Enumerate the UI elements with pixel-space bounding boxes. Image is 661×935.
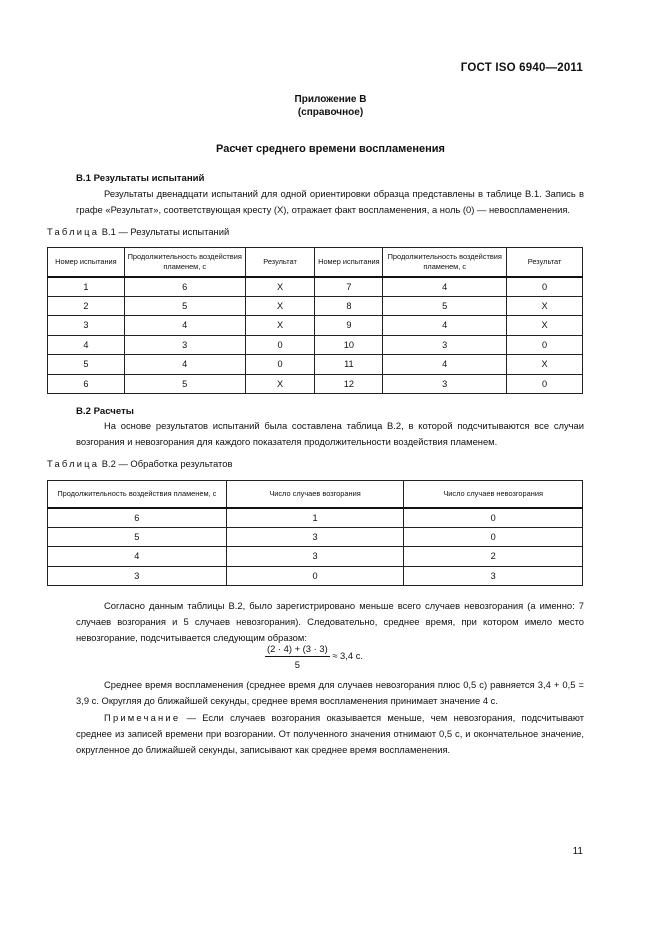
table-1-cell: 1 [48, 277, 125, 297]
section-1-paragraph [76, 186, 584, 218]
section-2-text: На основе результатов испытаний была составлена таблица В.2, в которой подсчитываются все случаи возгорания и невозгорания для каждого показателя продолжительности воздействия пламенем. [76, 420, 584, 447]
table-1-cell: 3 [383, 335, 507, 355]
table-2-cell: 3 [48, 566, 227, 586]
table-2-cell: 2 [404, 547, 583, 567]
annex-heading [0, 93, 661, 119]
table-1-cell: X [507, 296, 583, 316]
table-1-cell: X [245, 374, 315, 394]
table-1-row [48, 277, 583, 297]
table-2-caption-prefix: Таблица [47, 458, 100, 469]
table-1-cell: 5 [124, 374, 245, 394]
section-2-paragraph [76, 418, 584, 450]
section-1-heading: В.1 Результаты испытаний [76, 173, 205, 184]
table-1-header: Продолжительность воздействия пламенем, с [124, 248, 245, 277]
paragraph-4-text: Среднее время воспламенения (среднее время для случаев невозгорания плюс 0,5 с) равняется 3,4 + 0,5 = 3,9 с. Округляя до ближайшей секунды, среднее время воспламенения принимает значение 4 с. [76, 679, 584, 706]
formula-fraction [265, 643, 330, 670]
table-1-row [48, 374, 583, 394]
table-1-cell: 6 [124, 277, 245, 297]
table-1-cell: 0 [507, 335, 583, 355]
table-1-cell: 11 [315, 355, 383, 375]
table-1-cell: X [507, 316, 583, 336]
table-1-cell: 2 [48, 296, 125, 316]
table-1-cell: 4 [124, 355, 245, 375]
annex-subtitle: (справочное) [297, 107, 364, 118]
table-1-header: Продолжительность воздействия пламенем, с [383, 248, 507, 277]
table-1-cell: 0 [245, 355, 315, 375]
table-2-caption-rest: В.2 — Обработка результатов [101, 458, 233, 469]
table-1-cell: X [245, 277, 315, 297]
page-number: 11 [572, 846, 583, 857]
table-2-cell: 3 [404, 566, 583, 586]
table-1-cell: 10 [315, 335, 383, 355]
section-2-heading: В.2 Расчеты [76, 406, 134, 417]
table-2-cell: 1 [226, 508, 404, 528]
table-1-cell: 4 [383, 355, 507, 375]
table-1-cell: 5 [48, 355, 125, 375]
paragraph-3-text: Согласно данным таблицы В.2, было зарегистрировано меньше всего случаев невозгорания (а именно: 7 случаев возгорания и 5 случаев невозгорания). Следовательно, среднее время, при котором имело место невозгорание, подсчитывается следующим образом: [76, 600, 584, 643]
annex-title: Приложение В [294, 94, 367, 105]
table-2-cell: 0 [226, 566, 404, 586]
section-1-text: Результаты двенадцати испытаний для одной ориентировки образца представлены в таблице В.1. Запись в графе «Результат», соответствующая кресту (X), отражает факт воспламенения, а ноль (0) — невоспламенения. [76, 188, 584, 215]
note-label: Примечание [104, 712, 181, 723]
table-2-header: Число случаев невозгорания [404, 481, 583, 508]
processing-table [47, 480, 583, 586]
table-1-cell: X [245, 296, 315, 316]
standard-header: ГОСТ ISO 6940—2011 [460, 62, 583, 74]
table-2-cell: 4 [48, 547, 227, 567]
table-1-cell: 9 [315, 316, 383, 336]
table-2-cell: 0 [404, 508, 583, 528]
table-1-cell: 4 [383, 316, 507, 336]
table-1-cell: 12 [315, 374, 383, 394]
table-1-cell: 0 [245, 335, 315, 355]
table-1-header: Результат [245, 248, 315, 277]
table-1-cell: 8 [315, 296, 383, 316]
table-1-cell: X [245, 316, 315, 336]
table-2-caption [47, 458, 232, 469]
table-1-cell: 3 [48, 316, 125, 336]
table-2-cell: 0 [404, 527, 583, 547]
table-1-caption [47, 226, 229, 237]
table-1-cell: 5 [124, 296, 245, 316]
table-2-row [48, 566, 583, 586]
table-1-cell: 4 [48, 335, 125, 355]
table-2-row [48, 527, 583, 547]
formula-result: ≈ 3,4 с. [332, 649, 363, 661]
table-2-cell: 5 [48, 527, 227, 547]
table-2-cell: 6 [48, 508, 227, 528]
table-1-cell: 0 [507, 374, 583, 394]
table-1-cell: 0 [507, 277, 583, 297]
note [76, 710, 584, 758]
table-2-row [48, 508, 583, 528]
table-1-cell: 3 [124, 335, 245, 355]
table-1-row [48, 316, 583, 336]
table-1-header: Номер испытания [48, 248, 125, 277]
table-1-header: Результат [507, 248, 583, 277]
table-1-row [48, 335, 583, 355]
formula-numerator: (2 · 4) + (3 · 3) [265, 643, 330, 657]
table-1-cell: 6 [48, 374, 125, 394]
main-title: Расчет среднего времени воспламенения [216, 143, 445, 155]
table-1-header: Номер испытания [315, 248, 383, 277]
paragraph-3 [76, 598, 584, 646]
table-1-cell: 5 [383, 296, 507, 316]
note-text: — Если случаев возгорания оказывается меньше, чем невозгорания, подсчитывают среднее из записей времени при возгорании. От полученного значения отнимают 0,5 с, и окончательное значение, округленное до ближайшей секунды, записывают как среднее время воспламенения. [76, 712, 585, 755]
table-2-cell: 3 [226, 527, 404, 547]
table-1-row [48, 296, 583, 316]
table-1-row [48, 355, 583, 375]
table-1-cell: 4 [383, 277, 507, 297]
formula [265, 643, 363, 670]
table-1-cell: 3 [383, 374, 507, 394]
table-2-row [48, 547, 583, 567]
formula-denominator: 5 [294, 659, 300, 670]
table-1-cell: X [507, 355, 583, 375]
table-1-cell: 4 [124, 316, 245, 336]
table-1-cell: 7 [315, 277, 383, 297]
results-table [47, 247, 583, 394]
table-1-caption-rest: В.1 — Результаты испытаний [101, 226, 230, 237]
table-1-caption-prefix: Таблица [47, 226, 100, 237]
table-2-header: Число случаев возгорания [226, 481, 404, 508]
table-2-cell: 3 [226, 547, 404, 567]
table-2-header: Продолжительность воздействия пламенем, с [48, 481, 227, 508]
paragraph-4 [76, 677, 584, 709]
